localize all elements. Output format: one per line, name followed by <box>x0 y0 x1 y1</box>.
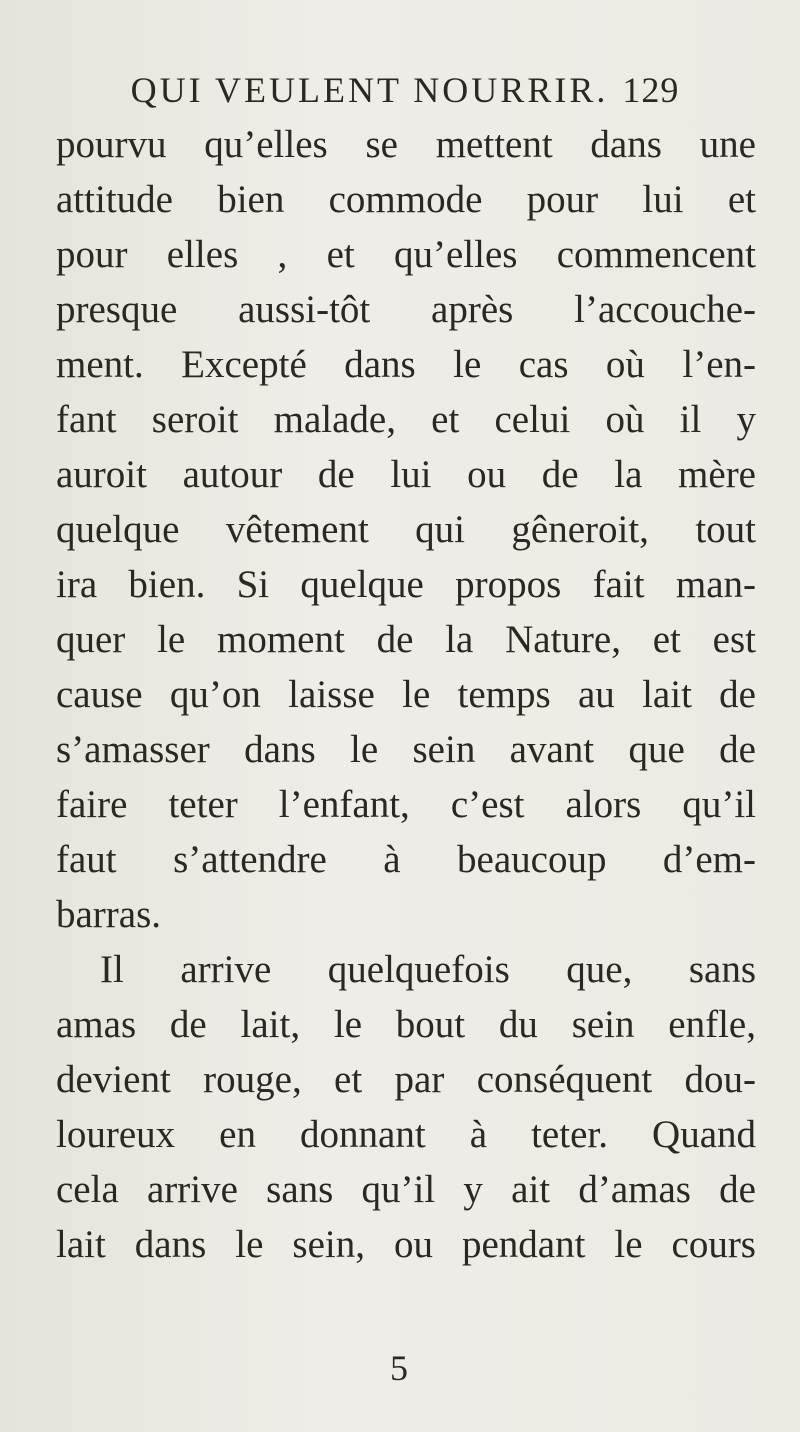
text-line: pourvu qu’elles se mettent dans une <box>56 123 756 166</box>
text-line: amas de lait, le bout du sein enfle, <box>56 1003 756 1046</box>
text-line: s’amasser dans le sein avant que de <box>56 728 756 771</box>
page-number: 129 <box>622 70 680 110</box>
text-line: ment. Excepté dans le cas où l’en- <box>56 343 756 386</box>
running-head-title: QUI VEULENT NOURRIR. <box>130 70 609 110</box>
text-line: quer le moment de la Nature, et est <box>56 618 756 661</box>
text-line: faut s’attendre à beaucoup d’em- <box>56 838 756 881</box>
text-line: auroit autour de lui ou de la mère <box>56 453 756 496</box>
body-text <box>56 117 756 1272</box>
text-line: loureux en donnant à teter. Quand <box>56 1113 756 1156</box>
text-line: faire teter l’enfant, c’est alors qu’il <box>56 783 756 826</box>
text-line: quelque vêtement qui gêneroit, tout <box>56 508 756 551</box>
text-line: pour elles , et qu’elles commencent <box>56 233 756 276</box>
text-line: presque aussi-tôt après l’accouche- <box>56 288 756 331</box>
text-line: cela arrive sans qu’il y ait d’amas de <box>56 1168 756 1211</box>
text-line: attitude bien commode pour lui et <box>56 178 756 221</box>
running-head <box>0 70 800 110</box>
signature-mark: 5 <box>390 1348 410 1388</box>
text-line: lait dans le sein, ou pendant le cours <box>56 1223 756 1266</box>
paragraph-start-line: Il arrive quelquefois que, sans <box>100 948 756 991</box>
text-line: cause qu’on laisse le temps au lait de <box>56 673 756 716</box>
text-line: devient rouge, et par conséquent dou- <box>56 1058 756 1101</box>
text-line: fant seroit malade, et celui où il y <box>56 398 756 441</box>
text-line: ira bien. Si quelque propos fait man- <box>56 563 756 606</box>
paragraph-end-line: barras. <box>56 893 162 936</box>
